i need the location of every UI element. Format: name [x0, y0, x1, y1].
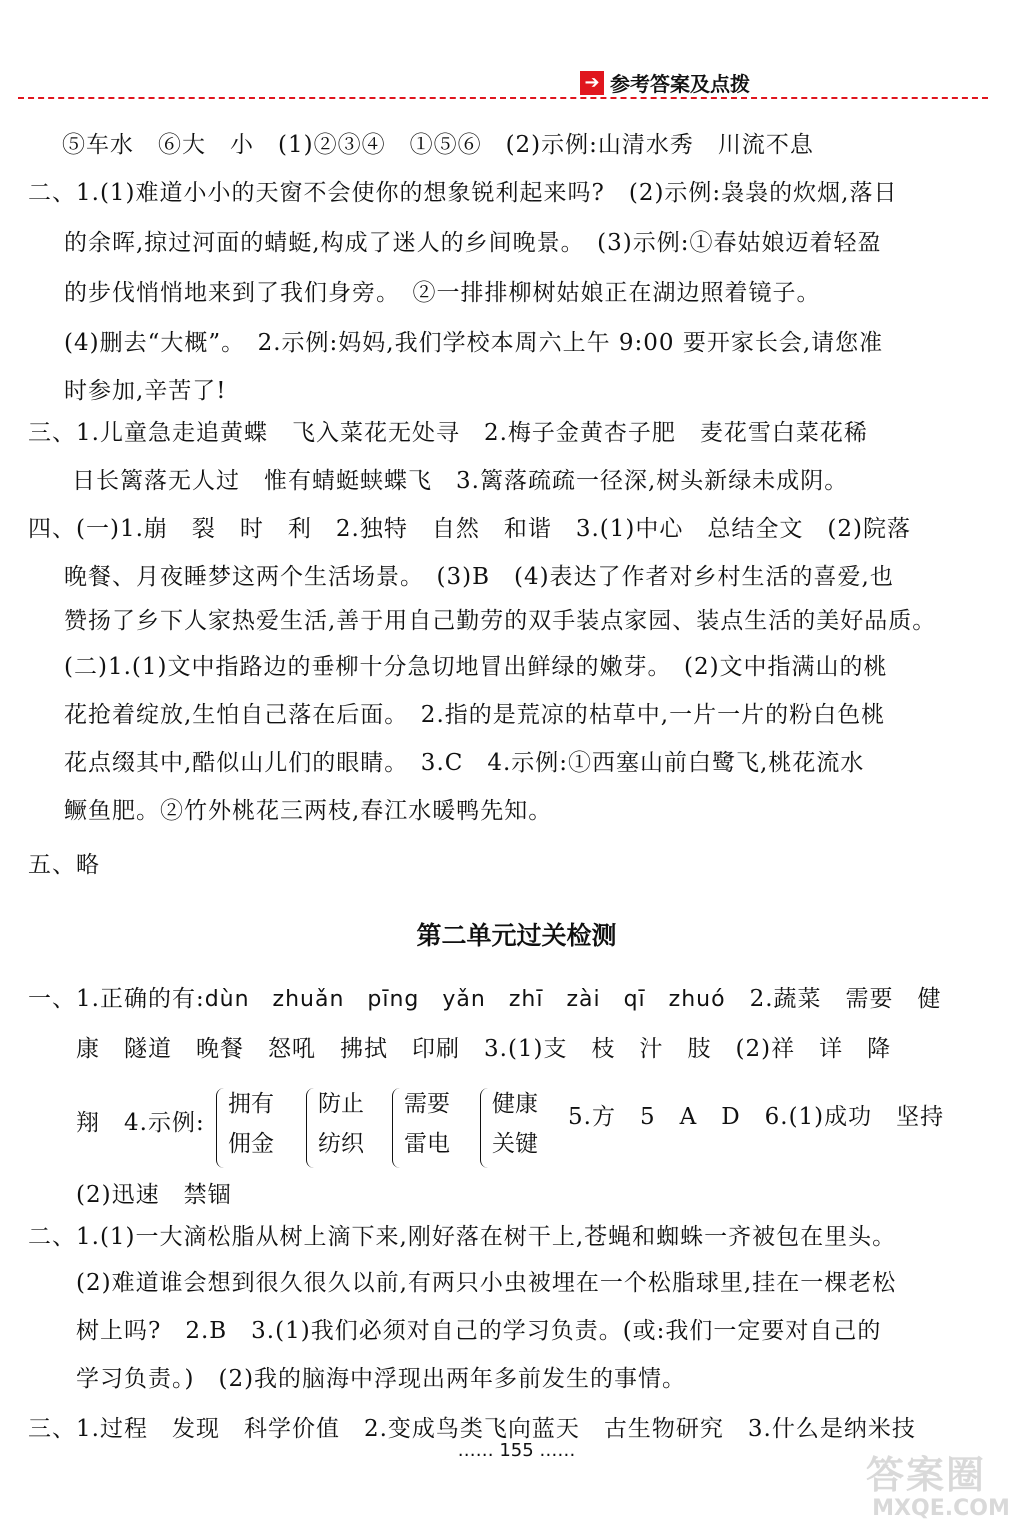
unit2-line-4: (2)迅速 禁锢	[76, 1182, 232, 1208]
answer-line: ⑤车水 ⑥大 小 (1)②③④ ①⑤⑥ (2)示例:山清水秀 川流不息	[62, 132, 814, 158]
unit2-q1-prefix: 一、1.正确的有:	[28, 986, 205, 1012]
word-pair-3: 需要 雷电	[404, 1084, 450, 1164]
unit2-line-9: 三、1.过程 发现 科学价值 2.变成鸟类飞向蓝天 古生物研究 3.什么是纳米技	[28, 1416, 916, 1442]
answer-line: (4)删去“大概”。 2.示例:妈妈,我们学校本周六上午 9:00 要开家长会,请您准	[64, 330, 884, 356]
arrow-right-icon: ➔	[580, 71, 604, 95]
page-number: …… 155 ……	[457, 1440, 576, 1461]
unit2-line-6: (2)难道谁会想到很久很久以前,有两只小虫被埋在一个松脂球里,挂在一棵老松	[76, 1270, 897, 1296]
answer-line: 赞扬了乡下人家热爱生活,善于用自己勤劳的双手装点家园、装点生活的美好品质。	[64, 608, 937, 634]
answer-line: 四、(一)1.崩 裂 时 利 2.独特 自然 和谐 3.(1)中心 总结全文 (2)院落	[28, 516, 911, 542]
unit2-line-7: 树上吗? 2.B 3.(1)我们必须对自己的学习负责。(或:我们一定要对自己的	[76, 1318, 882, 1344]
header-label: 参考答案及点拨	[610, 72, 750, 96]
word-pair-2: 防止 纺织	[318, 1084, 364, 1164]
answer-line: 时参加,辛苦了!	[64, 378, 227, 404]
answer-line: 花点缀其中,酷似山儿们的眼睛。 3.C 4.示例:①西塞山前白鹭飞,桃花流水	[64, 750, 865, 776]
answer-line: 二、1.(1)难道小小的天窗不会使你的想象锐利起来吗? (2)示例:袅袅的炊烟,落日	[28, 180, 898, 206]
answer-line: 花抢着绽放,生怕自己落在后面。 2.指的是荒凉的枯草中,一片一片的粉白色桃	[64, 702, 886, 728]
page-header	[0, 0, 1033, 100]
answer-line: (二)1.(1)文中指路边的垂柳十分急切地冒出鲜绿的嫩芽。 (2)文中指满山的桃	[64, 654, 888, 680]
header-divider	[18, 97, 988, 99]
answer-line: 三、1.儿童急走追黄蝶 飞入菜花无处寻 2.梅子金黄杏子肥 麦花雪白菜花稀	[28, 420, 868, 446]
answer-line: 的步伐悄悄地来到了我们身旁。 ②一排排柳树姑娘正在湖边照着镜子。	[64, 280, 821, 306]
unit2-line-8: 学习负责。) (2)我的脑海中浮现出两年多前发生的事情。	[76, 1366, 687, 1392]
unit2-line-3-suffix: 5.方 5 A D 6.(1)成功 坚持	[568, 1104, 945, 1130]
answer-section-tag	[580, 68, 750, 97]
unit2-line-2: 康 隧道 晚餐 怒吼 拂拭 印刷 3.(1)支 枝 汁 肢 (2)祥 详 降	[76, 1036, 892, 1062]
word-pair-4: 健康 关键	[492, 1084, 538, 1164]
answer-line: 五、略	[28, 852, 100, 878]
pinyin-answers: dùn zhuǎn pīng yǎn zhī zài qī zhuó	[204, 987, 726, 1012]
answer-line: 的余晖,掠过河面的蜻蜓,构成了迷人的乡间晚景。 (3)示例:①春姑娘迈着轻盈	[64, 230, 882, 256]
unit2-line-5: 二、1.(1)一大滴松脂从树上滴下来,刚好落在树干上,苍蝇和蜘蛛一齐被包在里头。	[28, 1224, 897, 1250]
unit2-q1-suffix: 2.蔬菜 需要 健	[749, 986, 942, 1012]
unit2-line-3-prefix: 翔 4.示例:	[76, 1110, 205, 1136]
section-title: 第二单元过关检测	[416, 921, 617, 950]
unit2-line-1	[28, 984, 942, 1015]
answer-line: 日长篱落无人过 惟有蜻蜓蛱蝶飞 3.篱落疏疏一径深,树头新绿未成阴。	[72, 468, 849, 494]
answer-line: 晚餐、月夜睡梦这两个生活场景。 (3)B (4)表达了作者对乡村生活的喜爱,也	[64, 564, 894, 590]
watermark-logo: 答案圈 MXQE.COM	[866, 1453, 1010, 1521]
word-pair-1: 拥有 佣金	[228, 1084, 274, 1164]
answer-line: 鳜鱼肥。②竹外桃花三两枝,春江水暖鸭先知。	[64, 798, 553, 824]
